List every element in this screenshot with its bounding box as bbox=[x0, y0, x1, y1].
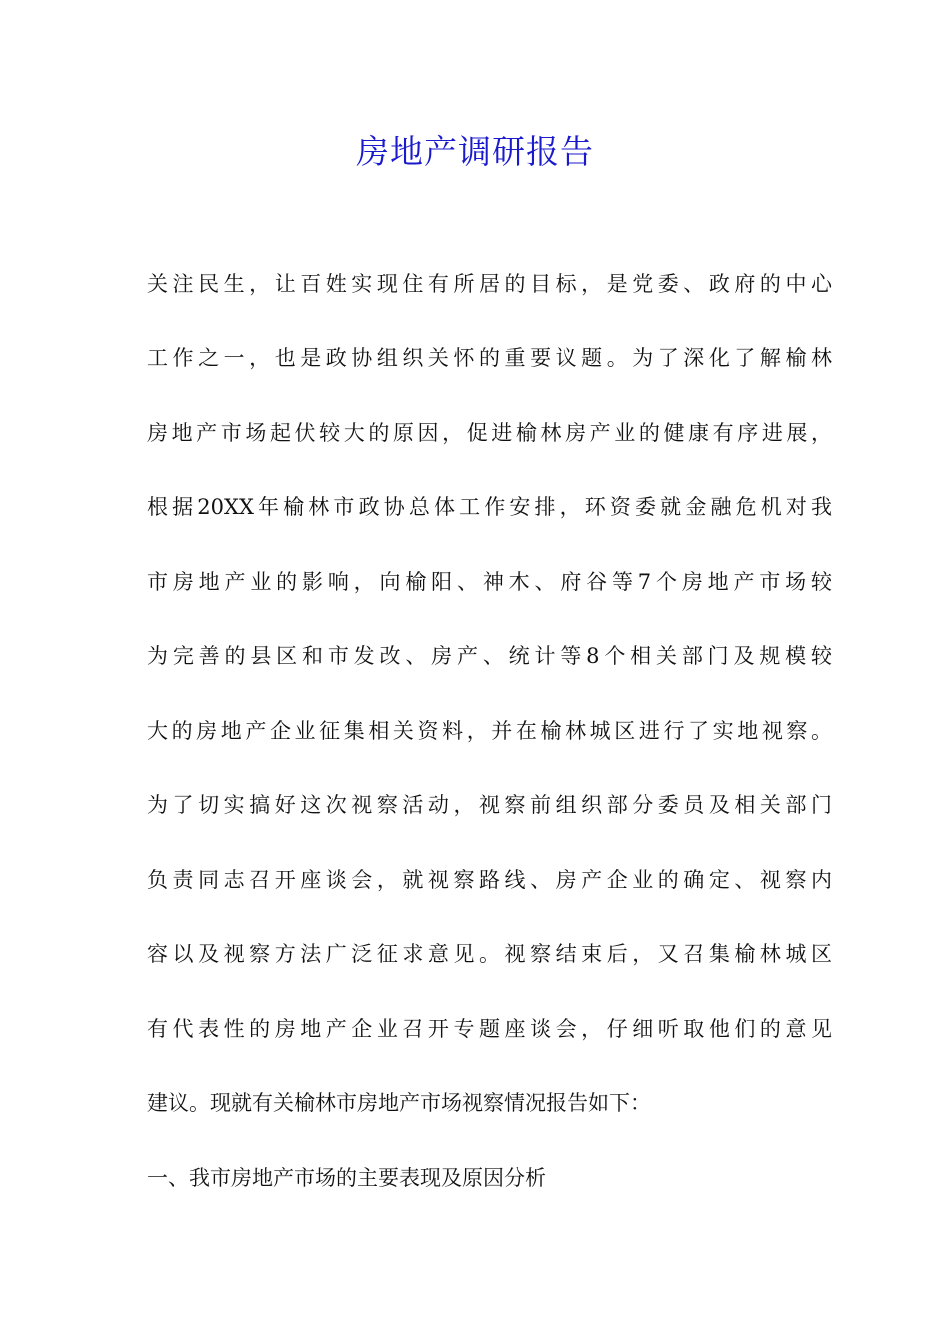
page-title: 房地产调研报告 bbox=[356, 132, 594, 171]
paragraph-line-6: 为完善的县区和市发改、房产、统计等8个相关部门及规模较 bbox=[147, 644, 832, 668]
paragraph-line-1: 关注民生，让百姓实现住有所居的目标，是党委、政府的中心 bbox=[147, 272, 832, 296]
paragraph-line-11: 有代表性的房地产企业召开专题座谈会，仔细听取他们的意见 bbox=[147, 1017, 832, 1041]
paragraph-line-5: 市房地产业的影响，向榆阳、神木、府谷等7个房地产市场较 bbox=[147, 570, 832, 594]
paragraph-line-3: 房地产市场起伏较大的原因，促进榆林房产业的健康有序进展， bbox=[147, 421, 832, 445]
paragraph-line-4: 根据20XX年榆林市政协总体工作安排，环资委就金融危机对我 bbox=[147, 495, 832, 519]
paragraph-line-7: 大的房地产企业征集相关资料，并在榆林城区进行了实地视察。 bbox=[147, 719, 832, 743]
paragraph-line-2: 工作之一，也是政协组织关怀的重要议题。为了深化了解榆林 bbox=[147, 346, 832, 370]
paragraph-line-12: 建议。现就有关榆林市房地产市场视察情况报告如下： bbox=[147, 1091, 651, 1115]
paragraph-line-9: 负责同志召开座谈会，就视察路线、房产企业的确定、视察内 bbox=[147, 868, 832, 892]
paragraph-line-8: 为了切实搞好这次视察活动，视察前组织部分委员及相关部门 bbox=[147, 793, 832, 817]
paragraph-line-10: 容以及视察方法广泛征求意见。视察结束后，又召集榆林城区 bbox=[147, 942, 832, 966]
section-heading-1: 一、我市房地产市场的主要表现及原因分析 bbox=[147, 1166, 546, 1190]
